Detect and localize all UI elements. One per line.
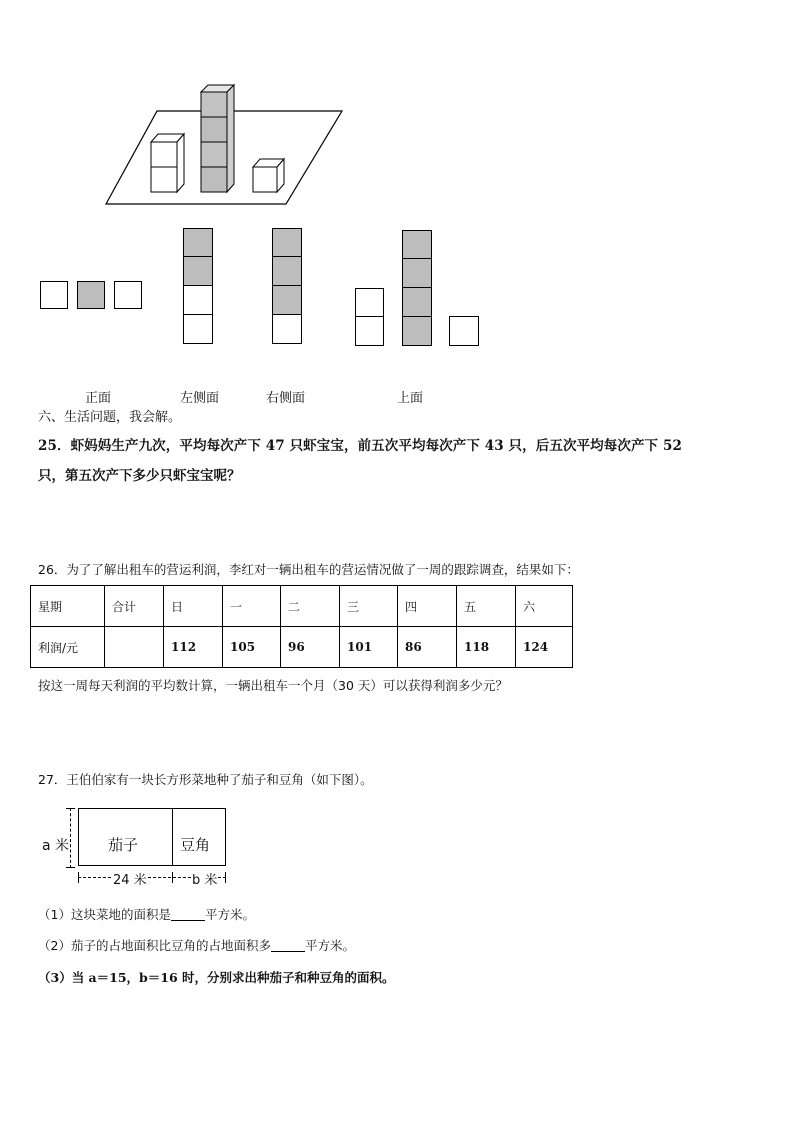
height-label: a 米: [42, 835, 69, 855]
width-tick-mid: [172, 872, 173, 883]
height-tick-bottom: [66, 867, 75, 868]
q27-sub2-unit: 平方米。: [304, 938, 355, 953]
right-view-label: 右侧面: [266, 391, 306, 406]
value-cell: 96: [281, 627, 340, 668]
header-cell: 一: [223, 586, 281, 627]
q27-sub1-text: （1）这块菜地的面积是: [38, 907, 171, 922]
cube-stack-left: [151, 134, 184, 192]
cube-stack-tall: [201, 85, 234, 192]
row-label: 利润/元: [31, 627, 105, 668]
top-view-label: 上面: [397, 391, 424, 406]
value-cell: 124: [516, 627, 573, 668]
bean-region-label: 豆角: [180, 836, 211, 854]
left-view-label: 左侧面: [180, 391, 220, 406]
value-cell: 105: [223, 627, 281, 668]
value-cell: 101: [340, 627, 398, 668]
cube-arrangement-figure: [100, 80, 350, 210]
q27-sub1: [38, 905, 255, 925]
q25-line2: 只，第五次产下多少只虾宝宝呢？: [38, 468, 241, 484]
header-cell: 合计: [105, 586, 164, 627]
q27-sub2: [38, 936, 355, 956]
header-cell: 四: [398, 586, 457, 627]
q27-intro: 27．王伯伯家有一块长方形菜地种了茄子和豆角（如下图）。: [38, 772, 373, 787]
value-cell: 112: [164, 627, 223, 668]
value-cell: 86: [398, 627, 457, 668]
answer-blank: [271, 937, 305, 952]
q25-line1: 25．虾妈妈生产九次，平均每次产下 47 只虾宝宝，前五次平均每次产下 43 只，后五次平均每次产下 52: [38, 438, 682, 454]
header-cell: 星期: [31, 586, 105, 627]
answer-blank: [171, 906, 205, 921]
table-header-row: [31, 586, 573, 627]
width-tick-left: [78, 872, 79, 883]
height-dimension-line: [70, 808, 72, 868]
right-width-label: b 米: [191, 869, 218, 888]
header-cell: 二: [281, 586, 340, 627]
q27-sub2-text: （2）茄子的占地面积比豆角的占地面积多: [38, 938, 271, 953]
header-cell: 日: [164, 586, 223, 627]
left-width-label: 24 米: [112, 869, 148, 888]
q26-question: 按这一周每天利润的平均数计算，一辆出租车一个月（30 天）可以获得利润多少元？: [38, 678, 508, 693]
cube-single-right: [253, 159, 284, 192]
section-title: 六、生活问题，我会解。: [38, 410, 182, 425]
value-cell: 118: [457, 627, 516, 668]
header-cell: 五: [457, 586, 516, 627]
front-view-label: 正面: [85, 391, 112, 406]
q27-sub3: （3）当 a＝15，b＝16 时，分别求出种茄子和种豆角的面积。: [38, 970, 395, 985]
height-tick-top: [66, 808, 75, 809]
header-cell: 三: [340, 586, 398, 627]
eggplant-region-label: 茄子: [108, 836, 139, 854]
table-row: [31, 627, 573, 668]
region-divider: [172, 808, 173, 866]
total-cell: [105, 627, 164, 668]
profit-table: [30, 585, 573, 668]
q27-sub1-unit: 平方米。: [204, 907, 255, 922]
width-tick-right: [225, 872, 226, 883]
q26-intro: 26．为了了解出租车的营运利润，李红对一辆出租车的营运情况做了一周的跟踪调查，结果如下：: [38, 562, 579, 577]
header-cell: 六: [516, 586, 573, 627]
